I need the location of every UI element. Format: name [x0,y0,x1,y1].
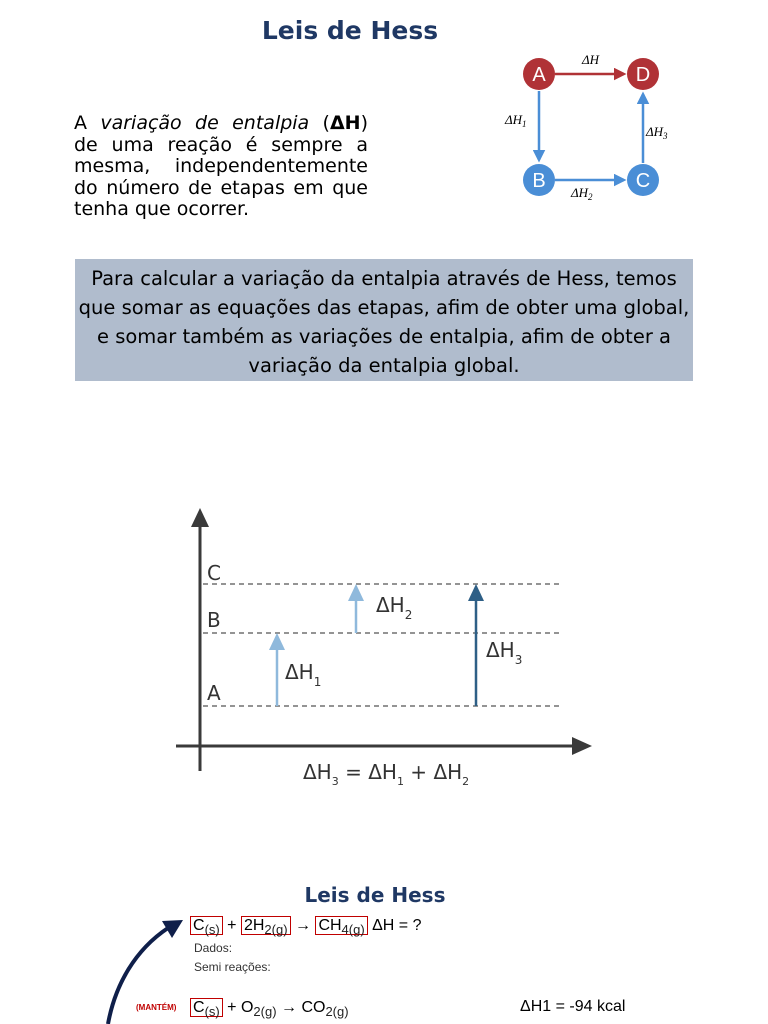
node-d-label: D [635,64,651,86]
reaction-main [190,915,422,941]
boxed-c-2: $C_{(s)}$ [190,998,223,1017]
semi-label: Semi reações: [194,960,271,974]
boxed-ch4: $CH_{4(g)}$ [315,916,367,935]
dh1-value: ΔH1 = -94 kcal [520,998,626,1015]
boxed-h2: $2H_{2(g)}$ [241,916,291,935]
node-b-label: B [532,170,546,192]
dh2-label: $\Delta H_2$ [376,593,413,622]
level-a-label: A [207,681,221,705]
para-prefix: A [74,112,101,134]
arrow: → [290,917,316,934]
para-bold-symbol: ΔH [329,112,361,134]
dh1-label: $\Delta H_1$ [285,660,322,689]
cycle-label-left: $\Delta H_1$ [505,112,527,129]
mantem-tag: (MANTÉM) [136,1003,177,1012]
level-b-label: B [207,608,221,632]
dados-label: Dados: [194,941,233,955]
para-open: ( [309,112,330,134]
cycle-label-top: ΔH [582,52,600,67]
cycle-label-bottom: $\Delta H_2$ [571,185,593,202]
dh3-label: $\Delta H_3$ [486,638,523,667]
plus: + [222,917,241,934]
summary-box: Para calcular a variação da entalpia através de Hess, temos que somar as equações das etapas, afim de obter uma global, e somar também as variações de entalpia, afim de obter a variação da entalpia global. [75,259,693,381]
node-c-label: C [635,170,651,192]
dh-unknown: ΔH = ? [367,917,422,934]
para-rest: ) de uma reação é sempre a mesma, independentemente do número de etapas em que tenha que ocorrer. [74,112,368,220]
slide2-title: Leis de Hess [304,883,446,907]
hess-equation: $\Delta H_3 = \Delta H_1 + \Delta H_2$ [303,760,470,788]
cycle-label-right: $\Delta H_3$ [646,124,668,141]
level-c-label: C [207,561,221,585]
node-a-label: A [532,64,546,86]
boxed-c: $C_{(s)}$ [190,916,223,935]
para-italic-term: variação de entalpia [100,112,310,134]
slide-title: Leis de Hess [261,16,439,45]
reaction-semi-1: $C_{(s)} + O_{2(g)} \to CO_{2(g)}$ [190,997,349,1023]
